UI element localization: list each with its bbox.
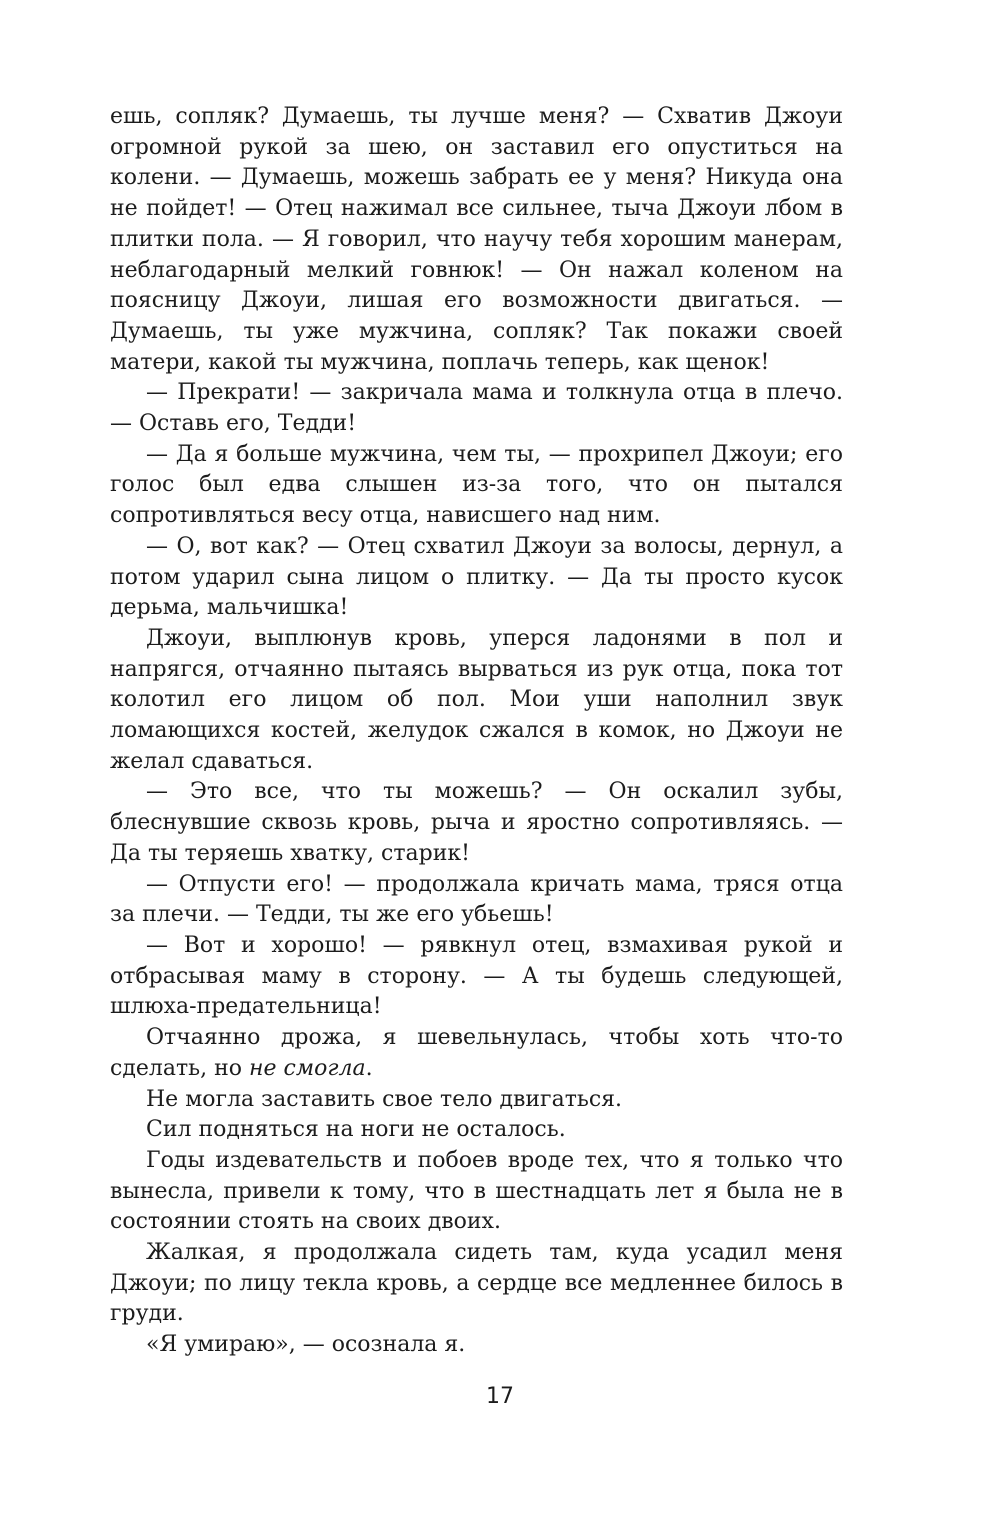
paragraph-11: Сил подняться на ноги не осталось. (146, 1117, 566, 1143)
paragraph-13: Жалкая, я продолжала сидеть там, куда усадил меня Джоуи; по лицу текла кровь, а сердце все медленнее билось в груди. (110, 1240, 843, 1327)
paragraph-9-text: Отчаянно дрожа, я шевельнулась, чтобы хоть что-то сделать, но (110, 1025, 843, 1081)
paragraph-14: «Я умираю», — осознала я. (146, 1332, 466, 1358)
paragraph-8: — Вот и хорошо! — рявкнул отец, взмахивая рукой и отбрасывая маму в сторону. — А ты будешь следующей, шлюха-предательница! (110, 932, 843, 1020)
paragraph-3: — Да я больше мужчина, чем ты, — прохрипел Джоуи; его голос был едва слышен из-за того, что он пытался сопротивляться весу отца, нависшего над ним. (110, 441, 843, 529)
paragraph-4: — О, вот как? — Отец схватил Джоуи за волосы, дернул, а потом ударил сына лицом о плитку. — Да ты просто кусок дерьма, мальчишка! (110, 533, 843, 621)
paragraph-12: Годы издевательств и побоев вроде тех, что я только что вынесла, привели к тому, что в шестнадцать лет я была не в состоянии стоять на своих двоих. (110, 1147, 843, 1235)
paragraph-5: Джоуи, выплюнув кровь, уперся ладонями в пол и напрягся, отчаянно пытаясь вырваться из рук отца, пока тот колотил его лицом об пол. Мои уши наполнил звук ломающихся костей, желудок сжался в комок, но Джоуи не желал сдаваться. (110, 625, 843, 774)
paragraph-9-end: . (365, 1055, 373, 1081)
paragraph-7: — Отпусти его! — продолжала кричать мама, тряся отца за плечи. — Тедди, ты же его убьешь! (110, 871, 843, 928)
paragraph-1: ешь, сопляк? Думаешь, ты лучше меня? — Схватив Джоуи огромной рукой за шею, он заставил его опуститься на колени. — Думаешь, можешь забрать ее у меня? Никуда она не пойдет! — Отец нажимал все сильнее, тыча Джоуи лбом в плитки пола. — Я говорил, что научу тебя хорошим манерам, неблагодарный мелкий говнюк! — Он нажал коленом на поясницу Джоуи, лишая его возможности двигаться. — Думаешь, ты уже мужчина, сопляк? Так покажи своей матери, какой ты мужчина, поплачь теперь, как щенок! (110, 104, 843, 375)
paragraph-10: Не могла заставить свое тело двигаться. (146, 1086, 623, 1112)
page-number: 17 (486, 1384, 514, 1409)
paragraph-9-emphasis: не смогла (249, 1055, 366, 1081)
page-body (110, 102, 843, 1361)
paragraph-6: — Это все, что ты можешь? — Он оскалил зубы, блеснувшие сквозь кровь, рыча и яростно сопротивляясь. — Да ты теряешь хватку, старик! (110, 779, 843, 866)
paragraph-9 (110, 1023, 843, 1084)
paragraph-2: — Прекрати! — закричала мама и толкнула отца в плечо. — Оставь его, Тедди! (110, 380, 843, 437)
